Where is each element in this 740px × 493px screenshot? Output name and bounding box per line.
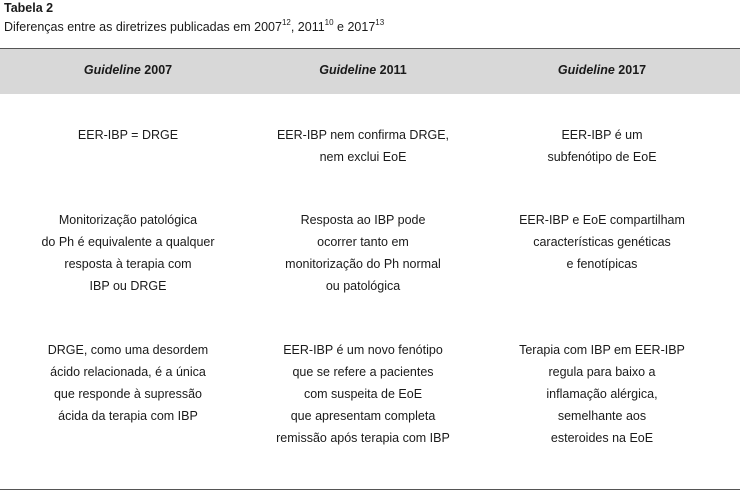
table-cell-r2-c1	[18, 209, 238, 297]
table-cell-r2-c2	[253, 209, 473, 297]
cell-line: DRGE, como uma desordem	[47, 343, 209, 357]
cell-line: EER-IBP nem confirma DRGE,	[276, 128, 450, 142]
cell-line: que responde à supressão	[53, 387, 203, 401]
column-header-year: 2017	[614, 63, 647, 77]
cell-line: Terapia com IBP em EER-IBP	[519, 343, 685, 357]
cell-line: regula para baixo a	[548, 365, 656, 379]
column-header-italic: Guideline	[557, 63, 615, 77]
cell-line: Resposta ao IBP pode	[300, 213, 426, 227]
cell-line: EER-IBP e EoE compartilham	[519, 213, 685, 227]
table-caption	[4, 17, 385, 34]
cell-line: subfenótipo de EoE	[547, 150, 657, 164]
caption-sep-2017: e 2017	[333, 20, 376, 34]
column-header-year: 2007	[140, 63, 173, 77]
column-header-2011	[253, 63, 473, 77]
caption-sep-2011: , 2011	[290, 20, 325, 34]
cell-line: esteroides na EoE	[550, 431, 654, 445]
table-cell-r3-c1	[18, 339, 238, 427]
caption-text: Diferenças entre as diretrizes publicadas em 2007	[4, 20, 282, 34]
cell-line: Monitorização patológica	[58, 213, 198, 227]
caption-ref-2011: 10	[324, 17, 334, 27]
cell-line: com suspeita de EoE	[303, 387, 423, 401]
cell-line: ou patológica	[325, 279, 401, 293]
cell-line: ocorrer tanto em	[317, 235, 409, 249]
table-cell-r1-c2	[253, 124, 473, 168]
cell-line: do Ph é equivalente a qualquer	[41, 235, 215, 249]
table-cell-r3-c2	[253, 339, 473, 449]
bottom-rule	[0, 489, 740, 490]
column-header-2017	[492, 63, 712, 77]
column-header-italic: Guideline	[319, 63, 377, 77]
cell-line: resposta à terapia com	[64, 257, 192, 271]
column-header-italic: Guideline	[83, 63, 141, 77]
table-cell-r3-c3	[492, 339, 712, 449]
cell-line: ácida da terapia com IBP	[58, 409, 198, 423]
table-cell-r1-c1	[18, 124, 238, 146]
table-label: Tabela 2	[4, 1, 54, 15]
cell-line: nem exclui EoE	[319, 150, 407, 164]
column-header-year: 2011	[376, 63, 407, 77]
cell-line: que apresentam completa	[290, 409, 436, 423]
cell-line: que se refere a pacientes	[292, 365, 434, 379]
cell-line: e fenotípicas	[566, 257, 638, 271]
table-cell-r1-c3	[492, 124, 712, 168]
cell-line: EER-IBP é um novo fenótipo	[283, 343, 443, 357]
cell-line: inflamação alérgica,	[546, 387, 658, 401]
cell-line: monitorização do Ph normal	[285, 257, 441, 271]
table-cell-r2-c3	[492, 209, 712, 275]
cell-line: EER-IBP = DRGE	[77, 128, 179, 142]
caption-ref-2007: 12	[281, 17, 291, 27]
column-header-2007	[18, 63, 238, 77]
cell-line: remissão após terapia com IBP	[276, 431, 450, 445]
cell-line: semelhante aos	[557, 409, 647, 423]
cell-line: IBP ou DRGE	[89, 279, 167, 293]
cell-line: EER-IBP é um	[561, 128, 643, 142]
cell-line: características genéticas	[533, 235, 671, 249]
cell-line: ácido relacionada, é a única	[50, 365, 206, 379]
caption-ref-2017: 13	[375, 17, 385, 27]
